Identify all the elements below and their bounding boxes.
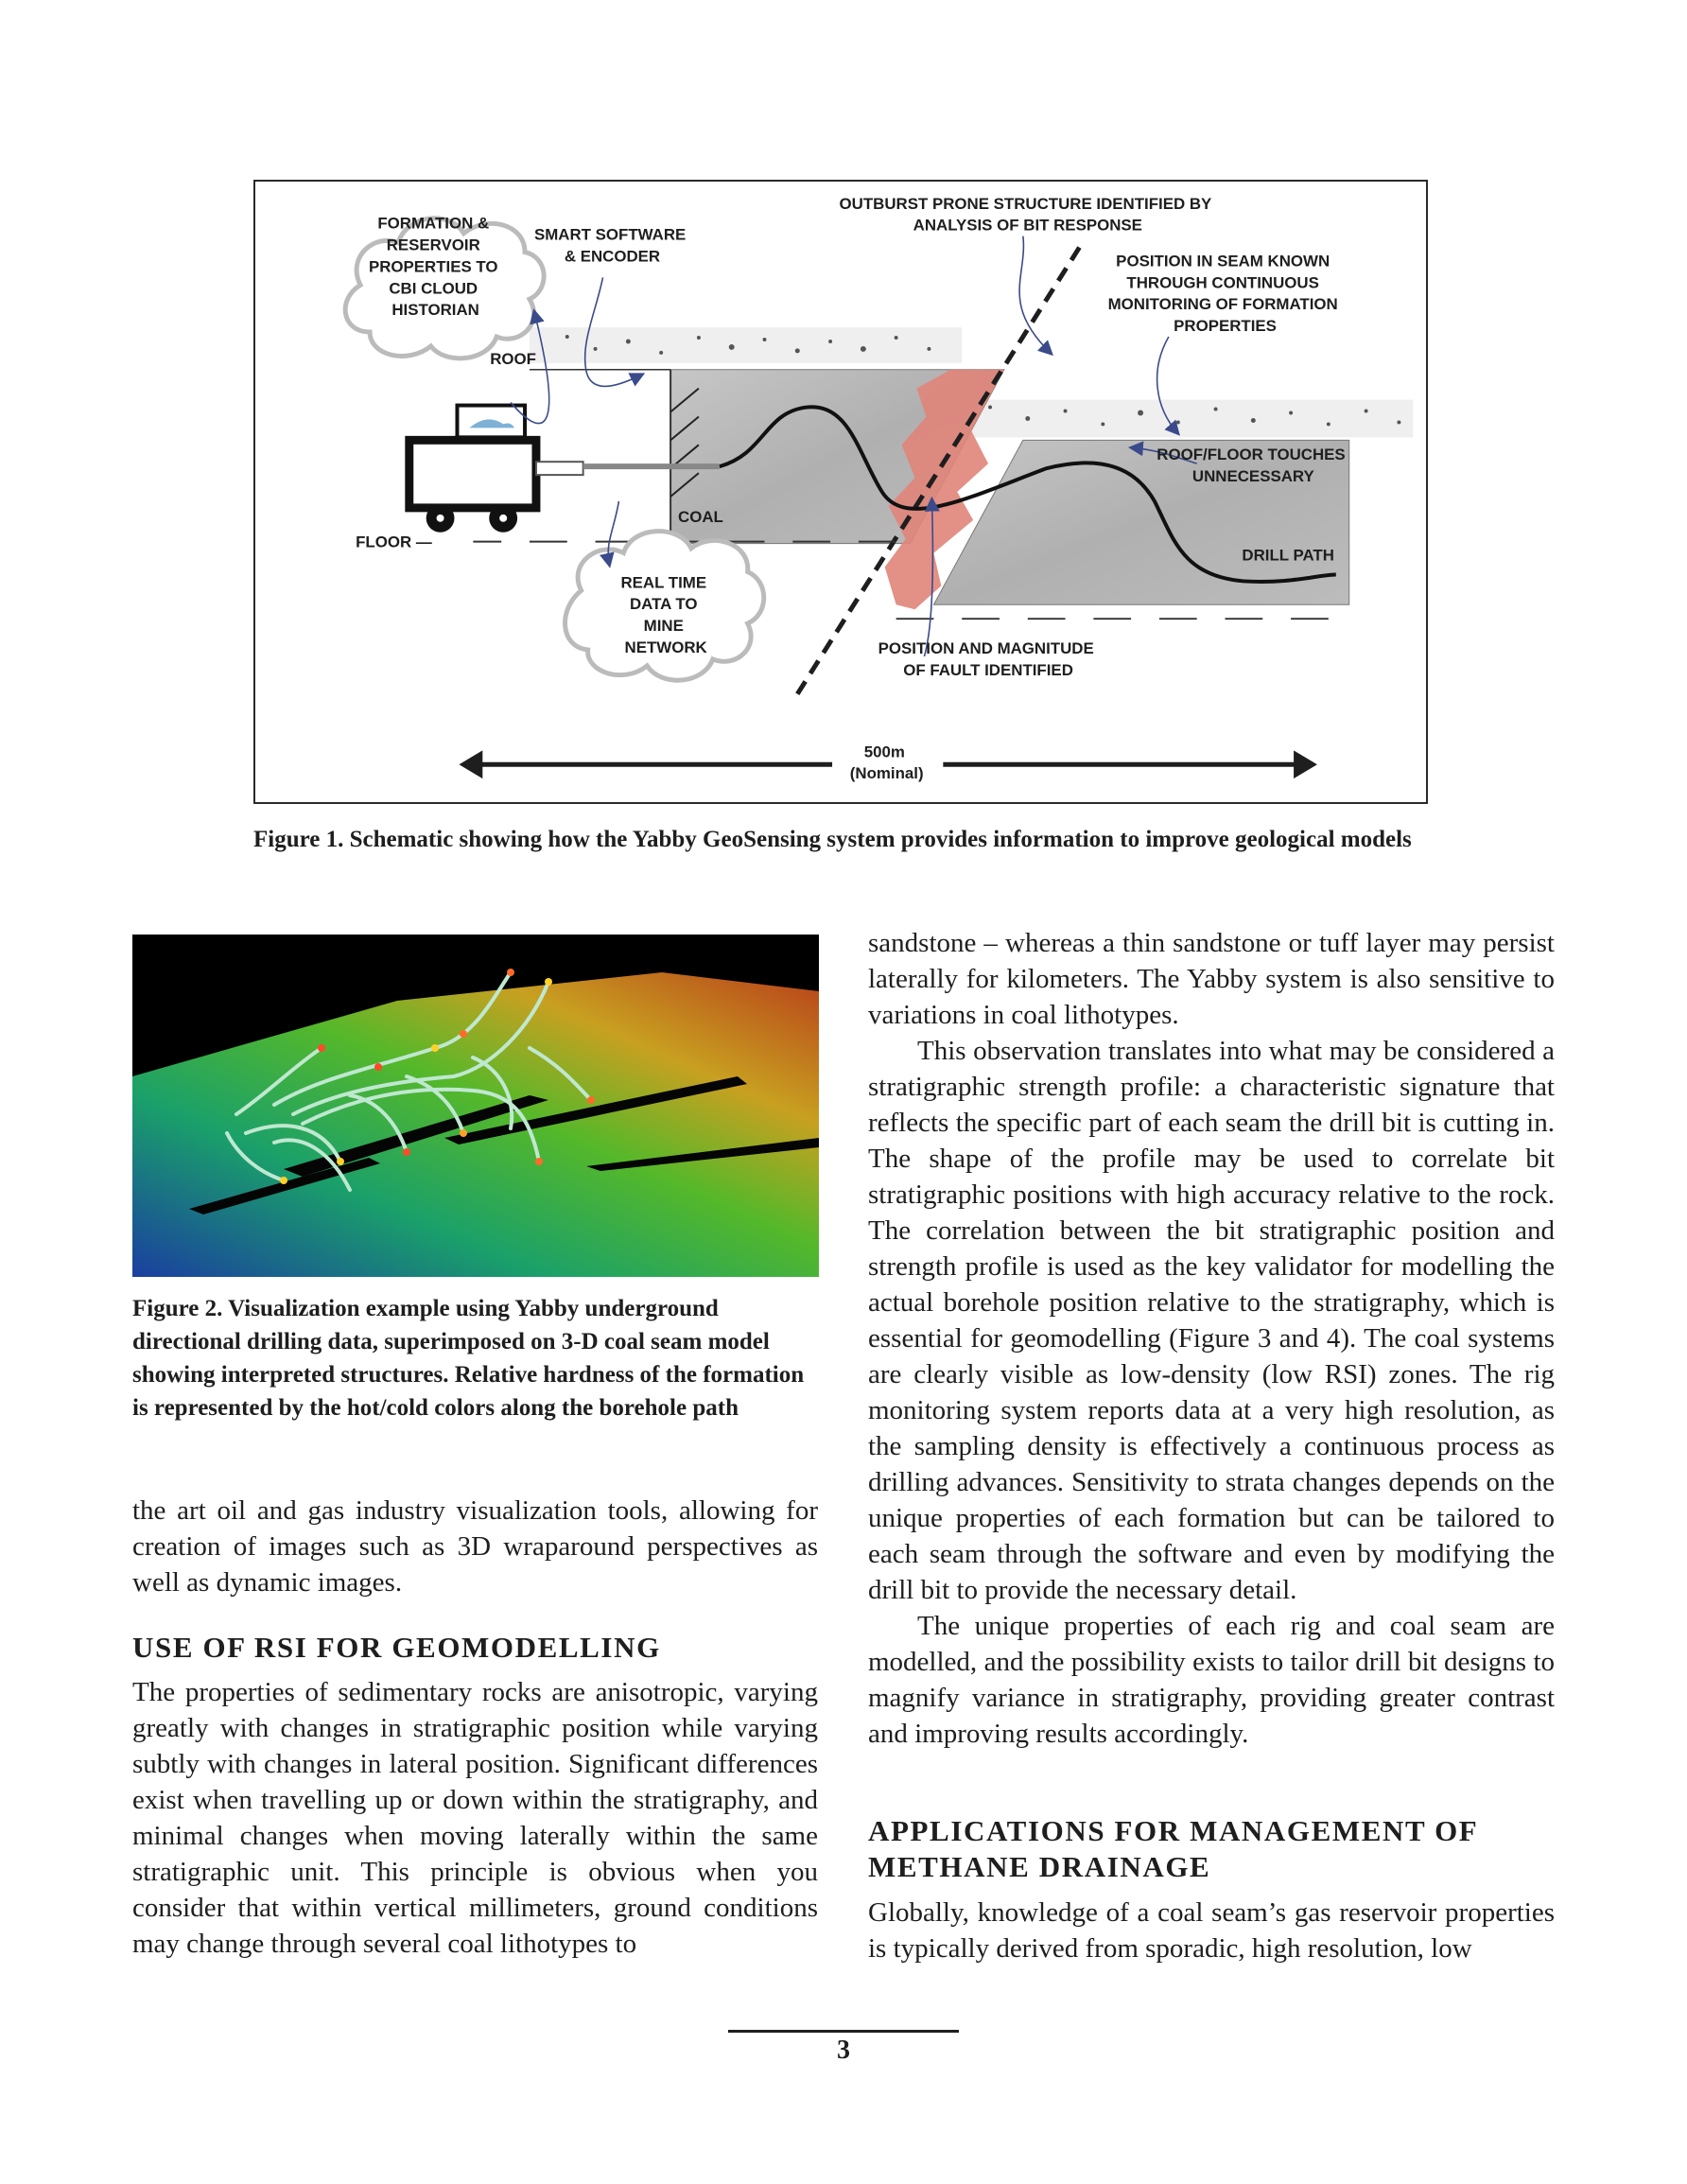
section-heading-methane: APPLICATIONS FOR MANAGEMENT OF METHANE DRAINAGE — [868, 1814, 1478, 1883]
coal-seam-3d-model — [132, 935, 819, 1277]
label-coal: COAL — [678, 507, 723, 526]
schematic-diagram — [255, 182, 1426, 802]
figure-2-caption: Figure 2. Visualization example using Yabby underground directional drilling data, superimposed on 3-D coal seam model showing interpreted structures. Relative hardness of the formation is represented by the hot/cold colors along the borehole path — [132, 1296, 805, 1421]
label-distance: 500m (Nominal) — [849, 743, 924, 783]
label-position-known: POSITION IN SEAM KNOWN THROUGH CONTINUOUS MONITORING OF FORMATION PROPERTIES — [1107, 252, 1338, 336]
label-fault: POSITION AND MAGNITUDE OF FAULT IDENTIFIED — [878, 638, 1094, 679]
right-paragraph-4: Globally, knowledge of a coal seam’s gas reservoir properties is typically derived from sporadic, high resolution, low — [868, 1897, 1555, 1964]
right-paragraph-1: sandstone – whereas a thin sandstone or tuff layer may persist laterally for kilometers. The Yabby system is also sensitive to variations in coal lithotypes. — [868, 928, 1555, 1030]
figure-2-visualization — [132, 935, 819, 1277]
figure-1-caption: Figure 1. Schematic showing how the Yabby GeoSensing system provides information to improve geological models — [253, 827, 1412, 852]
left-paragraph-2: The properties of sedimentary rocks are anisotropic, varying greatly with changes in stratigraphic position while varying subtly with changes in lateral position. Significant differences exist when travelling up or down within the stratigraphy, and minimal changes when moving laterally within the same stratigraphic unit. This principle is obvious when you consider that within vertical millimeters, ground conditions may change through several coal lithotypes to — [132, 1677, 818, 1959]
label-roof-floor: ROOF/FLOOR TOUCHES UNNECESSARY — [1157, 446, 1346, 486]
label-drill-path: DRILL PATH — [1242, 546, 1334, 565]
right-paragraph-3: The unique properties of each rig and coal seam are modelled, and the possibility exists to tailor drill bit designs to magnify variance in stratigraphy, providing greater contrast and improving results accordingly. — [868, 1611, 1555, 1749]
label-smart-software: SMART SOFTWARE & ENCODER — [533, 225, 687, 266]
label-floor: FLOOR — — [356, 533, 432, 551]
page-number-rule — [728, 2030, 959, 2033]
label-cloud-historian: FORMATION & RESERVOIR PROPERTIES TO CBI CLOUD HISTORIAN — [368, 214, 498, 320]
label-roof: ROOF — [490, 349, 537, 368]
figure-1-schematic — [253, 180, 1428, 804]
right-paragraph-2: This observation translates into what may be considered a stratigraphic strength profile: a characteristic signature that reflects the specific part of each seam the drill bit is cutting in. The shape of the profile may be used to correlate bit stratigraphic positions with high accuracy relative to the rock. The correlation between the bit stratigraphic position and strength profile is used as the key validator for modelling the actual borehole position relative to the stratigraphy, which is essential for geomodelling (Figure 3 and 4). The coal systems are clearly visible as low-density (low RSI) zones. The rig monitoring system reports data at a very high resolution, as the sampling density is effectively a continuous process as drilling advances. Sensitivity to strata changes depends on the unique properties of each formation but can be tailored to each seam through the software and even by modifying the drill bit to provide the necessary detail. — [868, 1036, 1555, 1605]
section-heading-rsi: USE OF RSI FOR GEOMODELLING — [132, 1631, 661, 1664]
label-outburst: OUTBURST PRONE STRUCTURE IDENTIFIED BY ANALYSIS OF BIT RESPONSE — [839, 194, 1212, 235]
label-real-time: REAL TIME DATA TO MINE NETWORK — [620, 573, 707, 656]
left-paragraph-1: the art oil and gas industry visualization tools, allowing for creation of images such as 3D wraparound perspectives as well as dynamic images. — [132, 1495, 818, 1598]
page-number: 3 — [837, 2035, 850, 2065]
right-column — [868, 925, 1555, 1752]
